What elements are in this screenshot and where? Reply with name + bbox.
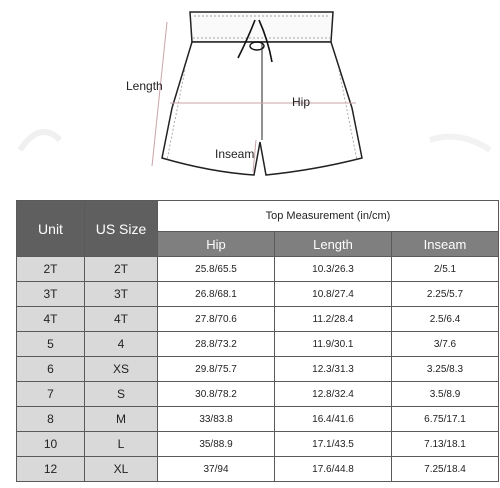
length-header: Length bbox=[275, 232, 392, 257]
length-cell: 10.3/26.3 bbox=[275, 257, 392, 282]
hip-header: Hip bbox=[158, 232, 275, 257]
size-chart-table bbox=[16, 200, 499, 482]
unit-cell: 7 bbox=[17, 382, 85, 407]
inseam-cell: 7.25/18.4 bbox=[392, 457, 499, 482]
hip-cell: 29.8/75.7 bbox=[158, 357, 275, 382]
hip-cell: 30.8/78.2 bbox=[158, 382, 275, 407]
hip-cell: 25.8/65.5 bbox=[158, 257, 275, 282]
table-row bbox=[17, 407, 499, 432]
inseam-cell: 3.25/8.3 bbox=[392, 357, 499, 382]
unit-cell: 8 bbox=[17, 407, 85, 432]
hip-cell: 28.8/73.2 bbox=[158, 332, 275, 357]
table-row bbox=[17, 382, 499, 407]
table-row bbox=[17, 357, 499, 382]
inseam-cell: 7.13/18.1 bbox=[392, 432, 499, 457]
hip-cell: 37/94 bbox=[158, 457, 275, 482]
inseam-label: Inseam bbox=[215, 147, 255, 161]
table-row bbox=[17, 457, 499, 482]
unit-cell: 4T bbox=[17, 307, 85, 332]
unit-cell: 6 bbox=[17, 357, 85, 382]
us-size-cell: 3T bbox=[85, 282, 158, 307]
table-row bbox=[17, 307, 499, 332]
inseam-cell: 2/5.1 bbox=[392, 257, 499, 282]
inseam-cell: 6.75/17.1 bbox=[392, 407, 499, 432]
length-cell: 17.1/43.5 bbox=[275, 432, 392, 457]
inseam-cell: 2.25/5.7 bbox=[392, 282, 499, 307]
table-row bbox=[17, 282, 499, 307]
us-size-cell: 2T bbox=[85, 257, 158, 282]
unit-cell: 5 bbox=[17, 332, 85, 357]
hip-label: Hip bbox=[292, 95, 311, 109]
us-size-cell: 4T bbox=[85, 307, 158, 332]
shorts-diagram bbox=[0, 0, 500, 200]
shorts-illustration bbox=[0, 0, 500, 200]
us-size-cell: S bbox=[85, 382, 158, 407]
us-size-cell: M bbox=[85, 407, 158, 432]
length-cell: 11.9/30.1 bbox=[275, 332, 392, 357]
length-cell: 17.6/44.8 bbox=[275, 457, 392, 482]
unit-header: Unit bbox=[17, 201, 85, 257]
us-size-cell: L bbox=[85, 432, 158, 457]
us-size-cell: XL bbox=[85, 457, 158, 482]
hip-cell: 35/88.9 bbox=[158, 432, 275, 457]
inseam-cell: 2.5/6.4 bbox=[392, 307, 499, 332]
hip-cell: 27.8/70.6 bbox=[158, 307, 275, 332]
length-cell: 16.4/41.6 bbox=[275, 407, 392, 432]
top-measurement-header: Top Measurement (in/cm) bbox=[158, 201, 499, 232]
table-row bbox=[17, 332, 499, 357]
inseam-header: Inseam bbox=[392, 232, 499, 257]
length-cell: 12.3/31.3 bbox=[275, 357, 392, 382]
table-row bbox=[17, 432, 499, 457]
length-cell: 12.8/32.4 bbox=[275, 382, 392, 407]
length-cell: 10.8/27.4 bbox=[275, 282, 392, 307]
length-cell: 11.2/28.4 bbox=[275, 307, 392, 332]
us-size-header: US Size bbox=[85, 201, 158, 257]
hip-cell: 26.8/68.1 bbox=[158, 282, 275, 307]
us-size-cell: 4 bbox=[85, 332, 158, 357]
hip-cell: 33/83.8 bbox=[158, 407, 275, 432]
length-label: Length bbox=[126, 79, 163, 93]
unit-cell: 12 bbox=[17, 457, 85, 482]
unit-cell: 3T bbox=[17, 282, 85, 307]
inseam-cell: 3.5/8.9 bbox=[392, 382, 499, 407]
unit-cell: 2T bbox=[17, 257, 85, 282]
table-row bbox=[17, 257, 499, 282]
inseam-cell: 3/7.6 bbox=[392, 332, 499, 357]
unit-cell: 10 bbox=[17, 432, 85, 457]
us-size-cell: XS bbox=[85, 357, 158, 382]
